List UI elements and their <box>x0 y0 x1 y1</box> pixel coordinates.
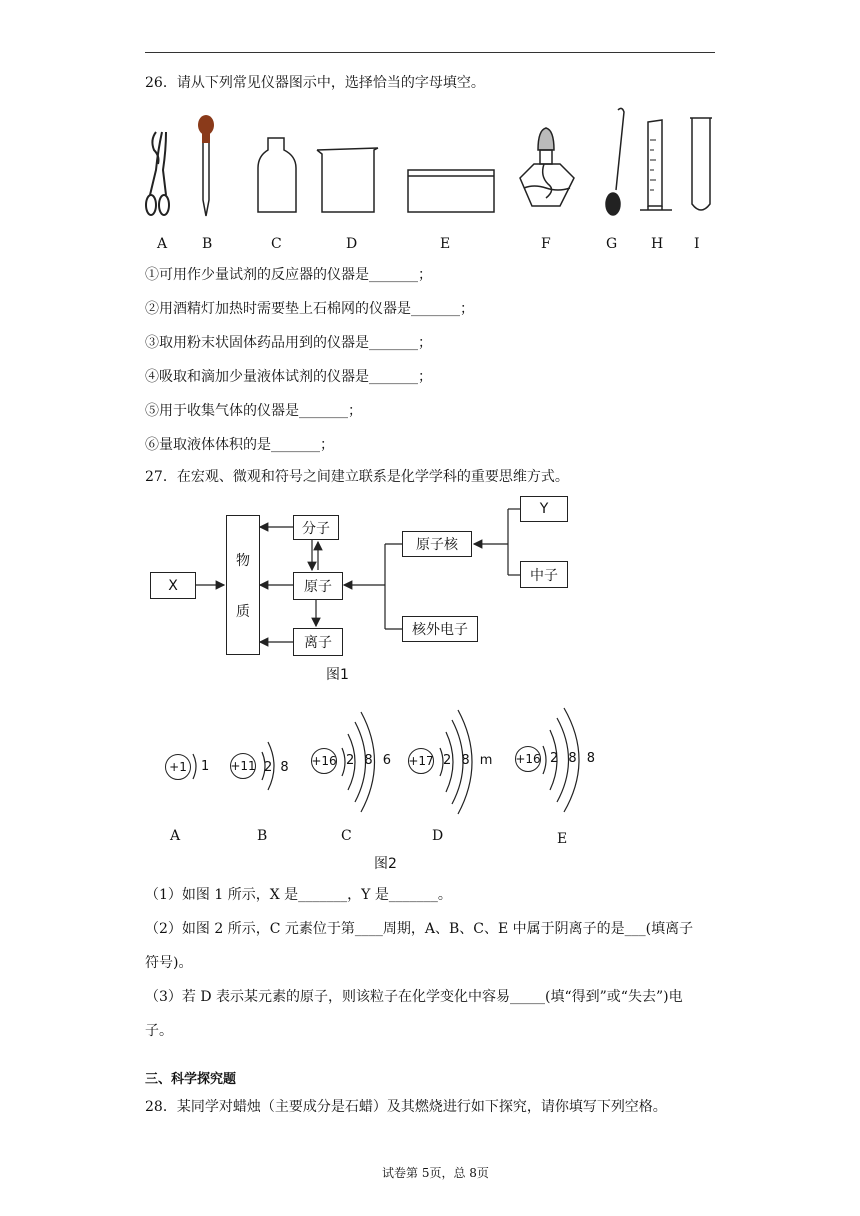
q27-title: 27．在宏观、微观和符号之间建立联系是化学学科的重要思维方式。 <box>145 469 569 485</box>
label-b: B <box>202 236 213 252</box>
atom-label-a: A <box>170 828 181 844</box>
label-a: A <box>157 236 168 252</box>
nucleus-box: 原子核 <box>402 531 472 557</box>
neutron-box: 中子 <box>520 561 568 588</box>
nucleus-d: +17 <box>408 748 434 774</box>
q27-sub3-line1: （3）若 D 表示某元素的原子，则该粒子在化学变化中容易_____(填“得到”或“失去”)电 <box>145 989 683 1005</box>
nucleus-a: +1 <box>165 754 191 780</box>
atom-label-c: C <box>341 828 352 844</box>
page-footer: 试卷第 5页，总 8页 <box>382 1166 489 1180</box>
atom-label-b: B <box>257 828 268 844</box>
label-h: H <box>651 236 664 252</box>
matter-char-1: 物 <box>236 552 250 569</box>
electrons-b: 2 8 <box>264 760 291 775</box>
q28-title: 28．某同学对蜡烛（主要成分是石蜡）及其燃烧进行如下探究，请你填写下列空格。 <box>145 1099 667 1115</box>
water-trough-icon <box>408 170 494 212</box>
atom-label-d: D <box>432 828 444 844</box>
q26-title: 26．请从下列常见仪器图示中，选择恰当的字母填空。 <box>145 75 485 91</box>
label-e: E <box>440 236 451 252</box>
figure1-caption: 图1 <box>326 667 349 683</box>
nucleus-c: +16 <box>311 748 337 774</box>
nucleus-b: +11 <box>230 753 256 779</box>
electrons-a: 1 <box>201 759 210 774</box>
electrons-box: 核外电子 <box>402 616 478 642</box>
dropper-icon <box>198 115 214 216</box>
y-box: Y <box>520 496 568 522</box>
alcohol-lamp-icon <box>520 128 574 206</box>
beaker-icon <box>317 148 378 212</box>
q26-item-2: ②用酒精灯加热时需要垫上石棉网的仪器是_______； <box>145 301 474 317</box>
label-g: G <box>606 236 618 252</box>
graduated-cylinder-icon <box>640 120 672 210</box>
figure2-caption: 图2 <box>374 856 397 872</box>
q27-sub2-line1: （2）如图 2 所示，C 元素位于第____周期，A、B、C、E 中属于阴离子的是___(填离子 <box>145 921 694 937</box>
section-heading: 三、科学探究题 <box>145 1072 237 1087</box>
nucleus-e: +16 <box>515 746 541 772</box>
q27-sub3-line2: 子。 <box>145 1023 173 1039</box>
label-d: D <box>346 236 358 252</box>
q26-item-5: ⑤用于收集气体的仪器是_______； <box>145 403 362 419</box>
q26-item-4: ④吸取和滴加少量液体试剂的仪器是_______； <box>145 369 432 385</box>
matter-char-2: 质 <box>236 603 250 620</box>
atom-box: 原子 <box>293 572 343 600</box>
matter-box <box>226 515 260 655</box>
molecule-box: 分子 <box>293 515 339 540</box>
electrons-c: 2 8 6 <box>346 753 395 768</box>
test-tube-icon <box>690 118 712 210</box>
label-f: F <box>541 236 551 252</box>
header-rule <box>145 52 715 53</box>
crucible-tongs-icon <box>146 132 169 215</box>
q26-item-1: ①可用作少量试剂的反应器的仪器是_______； <box>145 267 432 283</box>
spoon-icon <box>606 108 624 215</box>
gas-jar-icon <box>258 138 296 212</box>
ion-box: 离子 <box>293 628 343 656</box>
q27-sub1: （1）如图 1 所示，X 是_______，Y 是_______。 <box>145 887 452 903</box>
label-c: C <box>271 236 282 252</box>
q27-sub2-line2: 符号)。 <box>145 955 193 971</box>
atom-label-e: E <box>557 831 568 847</box>
x-box: X <box>150 572 196 599</box>
q26-item-3: ③取用粉末状固体药品用到的仪器是_______； <box>145 335 432 351</box>
q26-item-6: ⑥量取液体体积的是_______； <box>145 437 334 453</box>
electrons-e: 2 8 8 <box>550 751 599 766</box>
electrons-d: 2 8 m <box>443 753 496 768</box>
label-i: I <box>694 236 700 252</box>
